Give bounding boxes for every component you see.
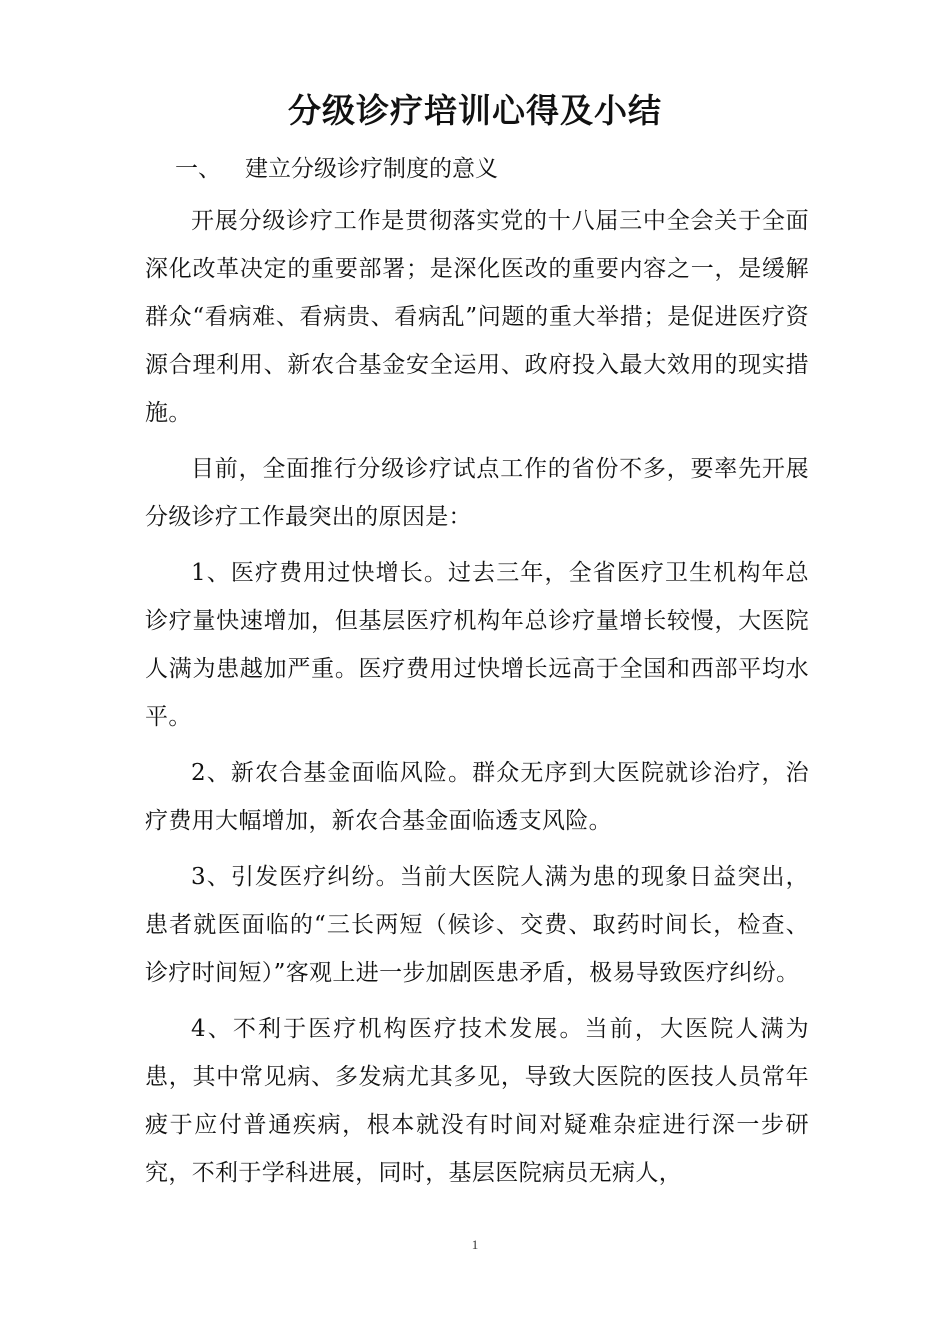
document-body xyxy=(145,197,809,1205)
section-number: 一、 xyxy=(175,156,221,182)
page-title: 分级诊疗培训心得及小结 xyxy=(288,91,662,130)
paragraph-reasons-intro: 目前，全面推行分级诊疗试点工作的省份不多，要率先开展分级诊疗工作最突出的原因是： xyxy=(145,456,809,530)
page-number: 1 xyxy=(471,1237,479,1252)
paragraph-reason-4: 4、不利于医疗机构医疗技术发展。当前，大医院人满为患，其中常见病、多发病尤其多见，导致大医院的医技人员常年疲于应付普通疾病，根本就没有时间对疑难杂症进行深一步研究，不利于学科进展，同时，基层医院病员无病人， xyxy=(145,1016,809,1186)
section-title: 建立分级诊疗制度的意义 xyxy=(245,156,498,182)
paragraph-reason-3: 3、引发医疗纠纷。当前大医院人满为患的现象日益突出，患者就医面临的“三长两短（候诊、交费、取药时间长，检查、诊疗时间短）”客观上进一步加剧医患矛盾，极易导致医疗纠纷。 xyxy=(145,864,809,986)
paragraph-reason-1: 1、医疗费用过快增长。过去三年，全省医疗卫生机构年总诊疗量快速增加，但基层医疗机构年总诊疗量增长较慢，大医院人满为患越加严重。医疗费用过快增长远高于全国和西部平均水平。 xyxy=(145,560,809,730)
section-heading xyxy=(175,152,498,186)
paragraph-significance: 开展分级诊疗工作是贯彻落实党的十八届三中全会关于全面深化改革决定的重要部署；是深化医改的重要内容之一，是缓解群众“看病难、看病贵、看病乱”问题的重大举措；是促进医疗资源合理利用、新农合基金安全运用、政府投入最大效用的现实措施。 xyxy=(145,208,809,426)
paragraph-reason-2: 2、新农合基金面临风险。群众无序到大医院就诊治疗，治疗费用大幅增加，新农合基金面临透支风险。 xyxy=(145,760,809,834)
